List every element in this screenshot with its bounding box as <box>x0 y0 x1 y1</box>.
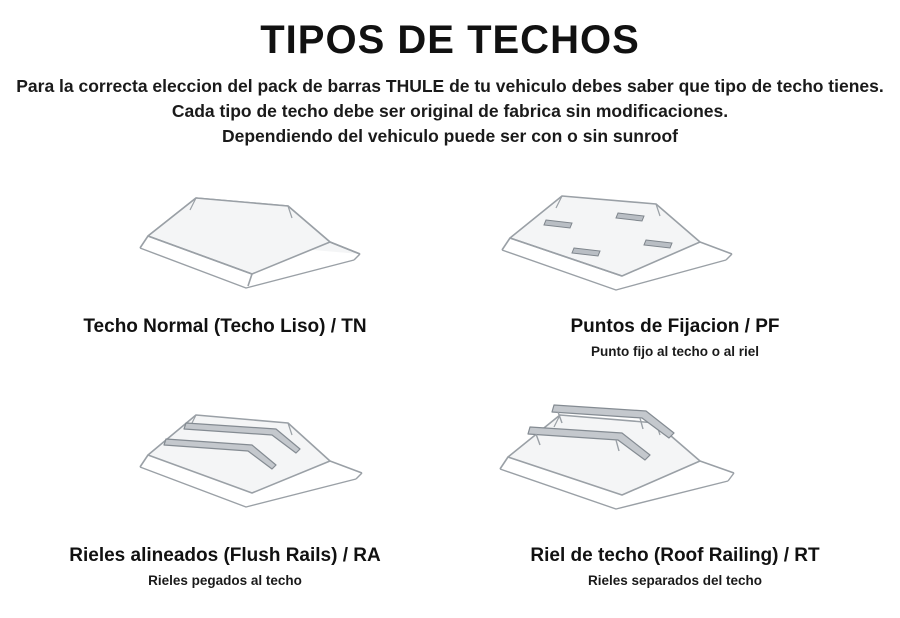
roof-type-tn <box>0 168 450 388</box>
poster-root <box>0 18 900 618</box>
roof-type-ra-title: Rieles alineados (Flush Rails) / RA <box>69 545 381 566</box>
roof-type-rt-subtitle: Rieles separados del techo <box>587 573 763 588</box>
intro-line-1: Para la correcta eleccion del pack de barras THULE de tu vehiculo debes saber que tipo de techo tienes. <box>16 76 884 96</box>
roof-type-pf <box>450 168 900 388</box>
roof-type-rt-title: Riel de techo (Roof Railing) / RT <box>530 545 820 566</box>
page-title: TIPOS DE TECHOS <box>260 18 640 62</box>
car-roof-fixpoints-icon <box>450 168 900 318</box>
intro-line-3: Dependiendo del vehiculo puede ser con o sin sunroof <box>221 125 679 146</box>
roof-type-pf-subtitle: Punto fijo al techo o al riel <box>590 344 760 359</box>
car-roof-raised-railing-icon <box>450 383 900 533</box>
intro-line-2: Cada tipo de techo debe ser original de fabrica sin modificaciones. <box>171 100 729 121</box>
roof-types-grid <box>0 168 900 608</box>
roof-type-pf-title: Puntos de Fijacion / PF <box>570 316 780 337</box>
roof-type-ra-subtitle: Rieles pegados al techo <box>148 573 302 588</box>
car-roof-flush-rails-icon <box>0 383 450 533</box>
roof-type-ra <box>0 383 450 603</box>
car-roof-plain-icon <box>0 168 450 318</box>
roof-type-tn-title: Techo Normal (Techo Liso) / TN <box>83 316 367 337</box>
intro-text <box>0 74 900 149</box>
roof-type-rt <box>450 383 900 603</box>
